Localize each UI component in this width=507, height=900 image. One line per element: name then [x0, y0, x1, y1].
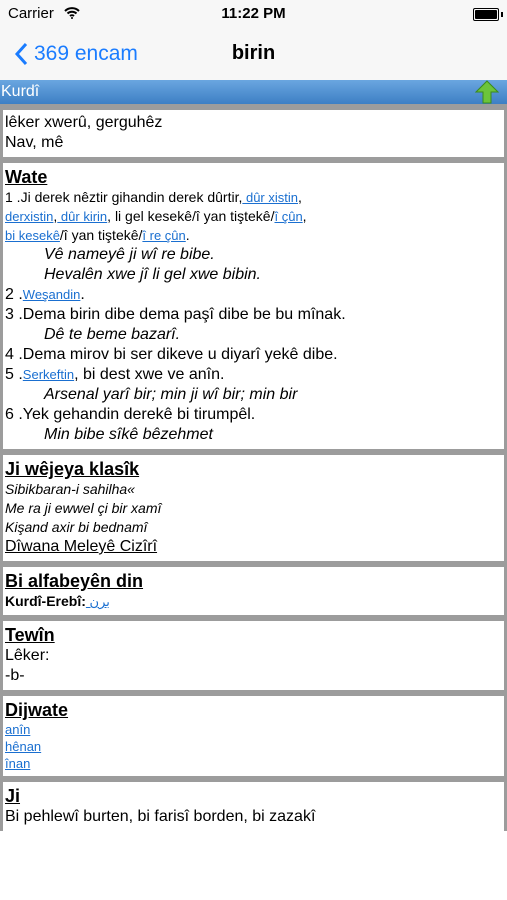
meaning-section — [0, 163, 507, 449]
conjugation-section — [0, 621, 507, 690]
quote-line: Kişand axir bi bednamî — [5, 519, 148, 535]
meaning-4: 4 .Dema mirov bi ser dikeve u diyarî yekê dibe. — [5, 346, 338, 363]
quote-line: Sibikbaran-i sahilha« — [5, 481, 135, 497]
link-i-cun[interactable]: î çûn — [274, 209, 303, 224]
meaning-title: Wate — [5, 167, 48, 187]
arabic-script-link[interactable]: برن — [85, 594, 110, 609]
antonyms-title: Dijwate — [5, 700, 69, 720]
meaning-text: 1 .Ji derek nêztir gihandin derek dûrtir, — [5, 189, 243, 205]
entry-content — [0, 104, 507, 900]
link-wesandin[interactable]: Weşandin — [22, 287, 81, 302]
quote-source: Dîwana Meleyê Cizîrî — [5, 538, 158, 555]
link-dur-kirin[interactable]: dûr kirin — [57, 209, 108, 224]
page-title: birin — [231, 42, 276, 64]
meaning-2: 2 .Weşandin. — [5, 286, 85, 303]
battery-icon — [473, 8, 499, 21]
carrier-text: Carrier — [8, 5, 54, 22]
battery-tip-icon — [501, 12, 503, 17]
meaning-3: 3 .Dema birin dibe dema paşî dibe be bu mînak. — [5, 306, 346, 323]
navigation-bar — [0, 28, 507, 81]
conjugation-title: Tewîn — [5, 625, 55, 645]
classic-literature-section — [0, 455, 507, 561]
grammar-line: Nav, mê — [5, 134, 64, 151]
link-derxistin[interactable]: derxistin — [5, 209, 54, 224]
meaning-5 — [5, 365, 502, 385]
link-bi-keseke[interactable]: bi kesekê — [5, 228, 60, 243]
antonym-link[interactable]: hênan — [5, 739, 42, 754]
antonym-link[interactable]: înan — [5, 756, 31, 771]
quote-line: Me ra ji ewwel çi bir xamî — [5, 500, 162, 516]
language-header — [0, 80, 507, 104]
meaning-text: , li gel kesekê/î yan tiştekê/ — [107, 208, 275, 224]
antonym-link[interactable]: anîn — [5, 722, 31, 737]
example-sentence: Min bibe sîkê bêzehmet — [44, 426, 213, 443]
alphabet-label: Kurdî-Erebî: — [5, 593, 86, 609]
example-sentence: Arsenal yarî bir; min ji wî bir; min bir — [44, 386, 298, 403]
classic-title: Ji wêjeya klasîk — [5, 459, 140, 479]
back-button-label: 369 encam — [34, 42, 138, 65]
antonyms-section — [0, 696, 507, 776]
up-arrow-icon[interactable] — [475, 80, 499, 104]
link-dur-xistin[interactable]: dûr xistin — [242, 190, 298, 205]
other-alphabets-section — [0, 567, 507, 615]
meaning-1: 1 .Ji derek nêztir gihandin derek dûrtir, dûr xistin, derxistin, dûr kirin, li gel kesekê/î yan tiştekê/î çûn, bi kesekê/î yan tiştekê/î re çûn. — [5, 189, 307, 243]
conjugation-stem: -b- — [5, 667, 25, 684]
status-bar — [0, 0, 507, 28]
example-sentence: Hevalên xwe jî li gel xwe bibin. — [44, 266, 261, 283]
meaning-text: , bi dest xwe ve anîn. — [74, 366, 225, 383]
meaning-text: /î yan tiştekê/ — [59, 227, 143, 243]
meaning-number: 5 . — [5, 366, 23, 383]
link-serkeftin[interactable]: Serkeftin — [22, 367, 75, 382]
language-header-label: Kurdî — [1, 83, 40, 100]
meaning-number: 2 . — [5, 286, 23, 303]
example-sentence: Dê te beme bazarî. — [44, 326, 181, 343]
example-sentence: Vê nameyê ji wî re bibe. — [44, 246, 215, 263]
link-i-re-cun[interactable]: î re çûn — [142, 228, 186, 243]
alphabets-title: Bi alfabeyên din — [5, 571, 144, 591]
conjugation-label: Lêker: — [5, 647, 50, 664]
meaning-6: 6 .Yek gehandin derekê bi tirumpêl. — [5, 406, 256, 423]
grammar-line: lêker xwerû, gerguhêz — [5, 114, 163, 131]
status-time: 11:22 PM — [221, 5, 286, 22]
etymology-title: Ji — [5, 786, 21, 806]
etymology-text: Bi pehlewî burten, bi farisî borden, bi zazakî — [5, 808, 316, 825]
alphabet-row — [5, 592, 502, 611]
etymology-section — [0, 782, 507, 831]
grammar-section — [0, 110, 507, 157]
